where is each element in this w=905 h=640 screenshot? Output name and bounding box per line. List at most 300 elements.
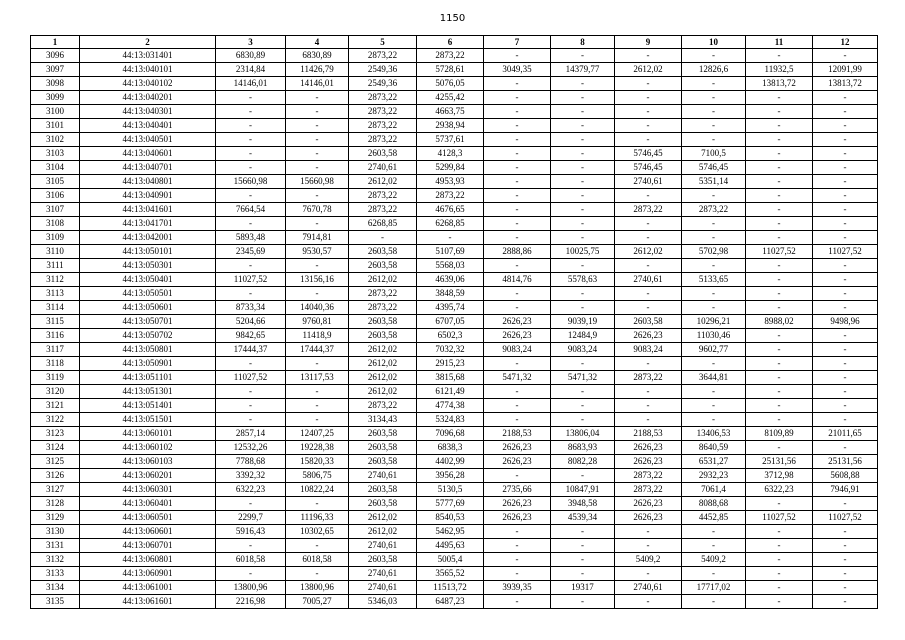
table-cell: 44:13:060501 [80,511,216,525]
table-cell: 44:13:060801 [80,553,216,567]
table-cell: - [551,161,615,175]
table-row [31,595,878,609]
table-cell: 3939,35 [484,581,551,595]
table-cell: 44:13:041701 [80,217,216,231]
table-cell: 3131 [31,539,80,553]
table-cell: 3815,68 [417,371,484,385]
table-cell: - [484,161,551,175]
table-cell: 2932,23 [682,469,746,483]
table-cell: 2626,23 [615,497,682,511]
table-row [31,147,878,161]
table-cell: 12091,99 [813,63,878,77]
table-cell: - [551,525,615,539]
table-cell: - [682,539,746,553]
table-cell: - [551,553,615,567]
table-cell: 2612,02 [349,511,417,525]
table-cell: 2873,22 [349,49,417,63]
page-number: 1150 [439,13,466,24]
table-cell: - [484,385,551,399]
table-cell: - [813,595,878,609]
table-cell: - [484,287,551,301]
table-cell: 2873,22 [349,91,417,105]
table-cell: - [746,581,813,595]
table-cell: - [216,119,286,133]
table-cell: - [813,287,878,301]
table-cell: 2612,02 [349,357,417,371]
table-cell: 3105 [31,175,80,189]
table-cell: - [813,581,878,595]
table-cell: 5107,69 [417,245,484,259]
table-cell: 3129 [31,511,80,525]
table-row [31,553,878,567]
table-cell: 11932,5 [746,63,813,77]
table-row [31,77,878,91]
table-cell: 6268,85 [417,217,484,231]
table-cell: 3135 [31,595,80,609]
table-cell: 2612,02 [349,273,417,287]
table-cell: 10847,91 [551,483,615,497]
table-cell: 2603,58 [349,259,417,273]
table-row [31,301,878,315]
table-cell: 44:13:051401 [80,399,216,413]
table-cell: 44:13:040201 [80,91,216,105]
table-cell: 9842,65 [216,329,286,343]
table-cell: 2873,22 [349,203,417,217]
table-cell: 8088,68 [682,497,746,511]
table-cell: - [813,105,878,119]
table-cell: 2740,61 [615,175,682,189]
table-cell: - [682,595,746,609]
table-cell: 13813,72 [746,77,813,91]
table-cell: - [484,553,551,567]
table-cell: 2873,22 [349,287,417,301]
table-cell: 2626,23 [615,455,682,469]
table-cell: 13800,96 [286,581,349,595]
table-cell: 19317 [551,581,615,595]
table-cell: - [615,231,682,245]
table-cell: - [813,259,878,273]
table-cell: 5893,48 [216,231,286,245]
table-cell: 9039,19 [551,315,615,329]
table-cell: - [813,343,878,357]
table-cell: 2603,58 [349,497,417,511]
table-row [31,91,878,105]
table-cell: - [286,399,349,413]
table-cell: - [551,595,615,609]
table-cell: 12532,26 [216,441,286,455]
table-row [31,385,878,399]
table-cell: 2188,53 [615,427,682,441]
table-cell: - [615,49,682,63]
table-cell: 2873,22 [349,133,417,147]
table-cell: 8109,89 [746,427,813,441]
table-cell: - [813,175,878,189]
table-cell: - [484,217,551,231]
table-cell: 2626,23 [615,329,682,343]
table-cell: - [286,217,349,231]
table-cell: 3125 [31,455,80,469]
table-cell: - [746,539,813,553]
table-cell: 44:13:050101 [80,245,216,259]
table-cell: 3133 [31,567,80,581]
table-cell: 5916,43 [216,525,286,539]
table-cell: 6830,89 [216,49,286,63]
table-cell: 3644,81 [682,371,746,385]
table-row [31,427,878,441]
table-cell: 5130,5 [417,483,484,497]
table-cell: 44:13:040401 [80,119,216,133]
table-cell: 17444,37 [216,343,286,357]
table-row [31,63,878,77]
table-cell: 44:13:042001 [80,231,216,245]
table-cell: - [746,357,813,371]
table-cell: - [746,175,813,189]
table-cell: - [615,357,682,371]
table-cell: - [286,119,349,133]
table-cell: - [813,203,878,217]
table-cell: - [551,539,615,553]
table-cell: 44:13:031401 [80,49,216,63]
table-cell: - [615,105,682,119]
table-cell: - [286,287,349,301]
table-cell: 44:13:060201 [80,469,216,483]
table-cell: 3111 [31,259,80,273]
table-cell: - [615,567,682,581]
table-cell: 5471,32 [551,371,615,385]
table-cell: - [682,231,746,245]
table-cell: 44:13:050601 [80,301,216,315]
table-cell: 17444,37 [286,343,349,357]
column-header: 10 [682,36,746,49]
table-cell: 2603,58 [349,455,417,469]
table-cell: 7096,68 [417,427,484,441]
table-cell: 2626,23 [615,511,682,525]
table-cell: 44:13:061601 [80,595,216,609]
table-cell: - [216,91,286,105]
table-cell: 4402,99 [417,455,484,469]
table-cell: 2612,02 [349,371,417,385]
table-cell: - [813,357,878,371]
table-cell: 2888,86 [484,245,551,259]
table-cell: 5076,05 [417,77,484,91]
column-header: 5 [349,36,417,49]
table-cell: 2603,58 [349,329,417,343]
table-cell: - [746,595,813,609]
column-header: 8 [551,36,615,49]
table-cell: - [216,259,286,273]
table-cell: - [682,91,746,105]
column-header: 1 [31,36,80,49]
table-cell: 9530,57 [286,245,349,259]
table-cell: 4255,42 [417,91,484,105]
table-row [31,105,878,119]
table-row [31,511,878,525]
table-cell: - [286,385,349,399]
table-cell: 6531,27 [682,455,746,469]
table-cell: 3118 [31,357,80,371]
table-cell: 2938,94 [417,119,484,133]
table-cell: 2735,66 [484,483,551,497]
table-cell: 14040,36 [286,301,349,315]
table-cell: 4676,65 [417,203,484,217]
table-cell: - [484,231,551,245]
table-cell: 3049,35 [484,63,551,77]
table-cell: - [484,525,551,539]
table-cell: 3112 [31,273,80,287]
table-cell: 3121 [31,399,80,413]
table-cell: 3123 [31,427,80,441]
table-cell: 15660,98 [216,175,286,189]
table-cell: 3956,28 [417,469,484,483]
header-row [31,36,878,49]
table-body [31,49,878,609]
table-cell: - [746,161,813,175]
table-cell: - [746,287,813,301]
table-cell: 3120 [31,385,80,399]
table-row [31,245,878,259]
table-cell: 9083,24 [484,343,551,357]
table-cell: - [746,189,813,203]
table-cell: - [417,231,484,245]
table-cell: 6018,58 [286,553,349,567]
table-cell: 5568,03 [417,259,484,273]
table-cell: 2873,22 [417,49,484,63]
table-cell: 13156,16 [286,273,349,287]
table-cell: - [746,497,813,511]
table-cell: - [813,133,878,147]
table-cell: 44:13:060701 [80,539,216,553]
table-row [31,203,878,217]
table-cell: - [813,273,878,287]
table-cell: - [813,147,878,161]
table-cell: - [682,385,746,399]
table-cell: 3119 [31,371,80,385]
column-header: 3 [216,36,286,49]
table-cell: 7946,91 [813,483,878,497]
table-cell: - [746,441,813,455]
table-cell: 8683,93 [551,441,615,455]
table-cell: - [746,399,813,413]
table-row [31,567,878,581]
table-cell: 10822,24 [286,483,349,497]
table-cell: 2740,61 [349,567,417,581]
table-row [31,581,878,595]
table-cell: 7005,27 [286,595,349,609]
table-cell: - [615,399,682,413]
table-cell: 12407,25 [286,427,349,441]
table-cell: - [484,189,551,203]
table-cell: 4495,63 [417,539,484,553]
table-cell: 10025,75 [551,245,615,259]
table-cell: 2740,61 [349,469,417,483]
table-cell: - [551,357,615,371]
table-row [31,259,878,273]
column-header: 4 [286,36,349,49]
table-cell: - [813,301,878,315]
table-cell: 44:13:040102 [80,77,216,91]
table-cell: 3712,98 [746,469,813,483]
table-cell: 14146,01 [216,77,286,91]
table-cell: - [484,469,551,483]
table-cell: 3115 [31,315,80,329]
table-cell: - [682,119,746,133]
table-cell: 2603,58 [349,441,417,455]
table-cell: 11418,9 [286,329,349,343]
table-cell: 2873,22 [615,469,682,483]
table-cell: - [746,343,813,357]
table-cell: 44:13:050401 [80,273,216,287]
table-cell: 11027,52 [216,273,286,287]
table-cell: 2740,61 [615,273,682,287]
table-row [31,413,878,427]
table-cell: 3108 [31,217,80,231]
table-cell: 2216,98 [216,595,286,609]
table-row [31,133,878,147]
table-cell: 7914,81 [286,231,349,245]
table-cell: 5409,2 [615,553,682,567]
table-cell: 21011,65 [813,427,878,441]
table-cell: - [551,91,615,105]
table-cell: 8640,59 [682,441,746,455]
table-cell: - [551,77,615,91]
table-cell: 4814,76 [484,273,551,287]
table-cell: - [615,77,682,91]
table-cell: - [484,259,551,273]
table-cell: - [682,189,746,203]
table-cell: - [216,105,286,119]
table-cell: 25131,56 [813,455,878,469]
table-row [31,189,878,203]
table-cell: - [286,567,349,581]
table-cell: - [682,217,746,231]
table-cell: 17717,02 [682,581,746,595]
table-cell: 11027,52 [746,245,813,259]
table-cell: 44:13:060901 [80,567,216,581]
column-header: 11 [746,36,813,49]
table-cell: - [484,413,551,427]
table-cell: - [551,147,615,161]
table-cell: 9083,24 [615,343,682,357]
table-cell: 44:13:040601 [80,147,216,161]
table-cell: 7061,4 [682,483,746,497]
table-cell: - [813,525,878,539]
table-cell: 44:13:060101 [80,427,216,441]
table-cell: 5737,61 [417,133,484,147]
table-cell: 11196,33 [286,511,349,525]
table-cell: 3100 [31,105,80,119]
table-cell: 2612,02 [615,245,682,259]
table-row [31,525,878,539]
table-cell: - [615,287,682,301]
data-table [30,35,878,609]
table-cell: 44:13:040901 [80,189,216,203]
table-cell: 12826,6 [682,63,746,77]
table-cell: - [349,231,417,245]
table-cell: - [286,105,349,119]
table-cell: - [551,119,615,133]
table-cell: - [615,385,682,399]
table-cell: 3392,32 [216,469,286,483]
table-cell: - [551,231,615,245]
table-cell: 2626,23 [484,455,551,469]
table-cell: 2626,23 [615,441,682,455]
table-cell: 44:13:051501 [80,413,216,427]
table-cell: 12484,9 [551,329,615,343]
table-cell: 19228,38 [286,441,349,455]
table-cell: - [746,525,813,539]
table-cell: - [484,49,551,63]
table-cell: 2873,22 [682,203,746,217]
table-cell: 44:13:050901 [80,357,216,371]
table-row [31,175,878,189]
table-cell: 3127 [31,483,80,497]
table-cell: 2314,84 [216,63,286,77]
table-cell: 2740,61 [349,539,417,553]
table-cell: - [746,553,813,567]
table-cell: - [615,595,682,609]
table-cell: 5324,83 [417,413,484,427]
table-cell: - [484,105,551,119]
column-header: 6 [417,36,484,49]
table-cell: 44:13:040701 [80,161,216,175]
table-row [31,357,878,371]
table-cell: 4128,3 [417,147,484,161]
table-cell: 3102 [31,133,80,147]
table-cell: - [813,371,878,385]
table-cell: 11513,72 [417,581,484,595]
table-cell: 3104 [31,161,80,175]
table-cell: 44:13:060301 [80,483,216,497]
table-cell: 3122 [31,413,80,427]
table-cell: 44:13:060601 [80,525,216,539]
table-cell: - [682,133,746,147]
table-cell: 6487,23 [417,595,484,609]
table-cell: 5351,14 [682,175,746,189]
table-cell: - [484,539,551,553]
table-row [31,119,878,133]
table-cell: 3106 [31,189,80,203]
table-cell: - [216,497,286,511]
table-cell: - [216,161,286,175]
table-cell: - [551,567,615,581]
table-cell: 2873,22 [349,189,417,203]
table-cell: - [484,119,551,133]
table-cell: 11027,52 [813,245,878,259]
table-cell: - [746,217,813,231]
table-cell: 3109 [31,231,80,245]
table-cell: - [813,399,878,413]
table-cell: - [813,385,878,399]
table-cell: 2612,02 [615,63,682,77]
table-cell: 2603,58 [349,427,417,441]
table-cell: - [615,539,682,553]
table-cell: - [484,567,551,581]
table-cell: - [484,203,551,217]
table-row [31,399,878,413]
table-row [31,371,878,385]
table-cell: - [682,77,746,91]
table-cell: - [813,539,878,553]
table-cell: 6707,05 [417,315,484,329]
table-cell: 2549,36 [349,63,417,77]
table-cell: - [746,413,813,427]
table-row [31,441,878,455]
table-cell: - [551,217,615,231]
table-cell: 9602,77 [682,343,746,357]
table-cell: - [813,49,878,63]
column-header: 2 [80,36,216,49]
table-cell: 44:13:050501 [80,287,216,301]
